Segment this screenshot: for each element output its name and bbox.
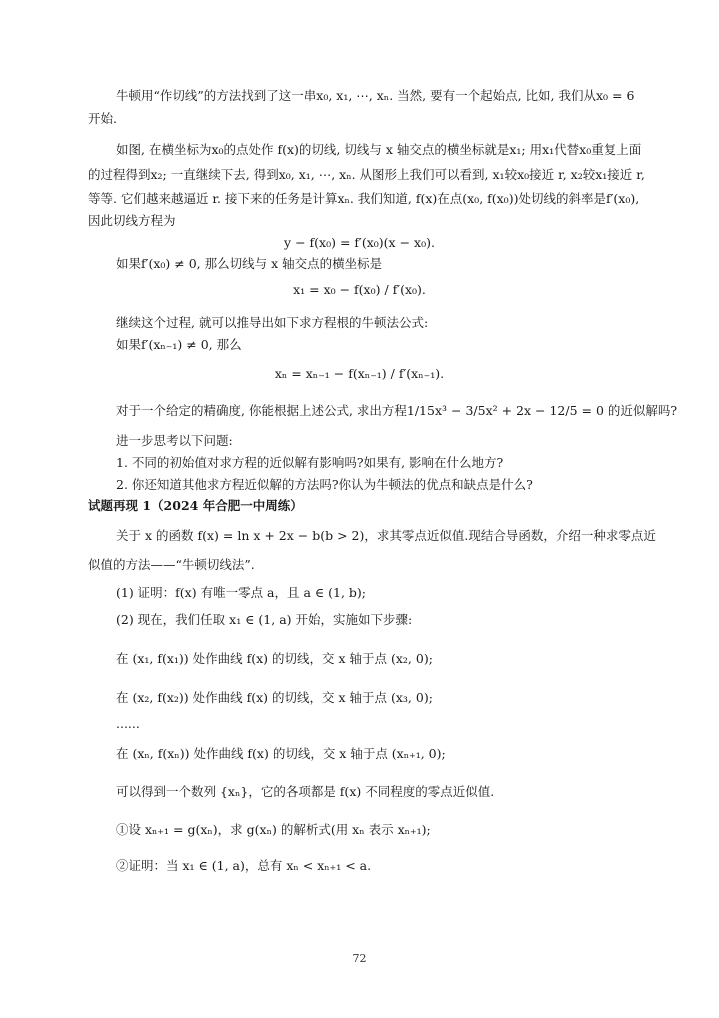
text-line: 进一步思考以下问题: (116, 433, 233, 448)
text-line: 等等. 它们越来越逼近 r. 接下来的任务是计算xₙ. 我们知道, f(x)在点(x₀, f(x₀))处切线的斜率是f′(x₀), (88, 191, 640, 206)
text-line: 在 (xₙ, f(xₙ)) 处作曲线 f(x) 的切线，交 x 轴于点 (xₙ₊₁, 0); (116, 746, 446, 761)
text-line: 如果f′(xₙ₋₁) ≠ 0, 那么 (116, 337, 242, 352)
text-line: (1) 证明：f(x) 有唯一零点 a，且 a ∈ (1, b); (116, 585, 367, 600)
text-line: 因此切线方程为 (88, 213, 176, 228)
text-line: 2. 你还知道其他求方程近似解的方法吗?你认为牛顿法的优点和缺点是什么? (116, 477, 533, 492)
page-number: 72 (352, 952, 367, 965)
text-line: 在 (x₁, f(x₁)) 处作曲线 f(x) 的切线，交 x 轴于点 (x₂, 0); (116, 651, 433, 666)
text-line: (2) 现在，我们任取 x₁ ∈ (1, a) 开始，实施如下步骤: (116, 612, 413, 627)
text-line: 如图, 在横坐标为x₀的点处作 f(x)的切线, 切线与 x 轴交点的横坐标就是x₁; 用x₁代替x₀重复上面 (116, 142, 642, 157)
text-line: ②证明：当 x₁ ∈ (1, a)，总有 xₙ < xₙ₊₁ < a. (116, 858, 372, 873)
text-line: 牛顿用“作切线”的方法找到了这一串x₀, x₁, ⋯, xₙ. 当然, 要有一个起始点, 比如, 我们从x₀ = 6 (116, 88, 635, 103)
text-line: 在 (x₂, f(x₂)) 处作曲线 f(x) 的切线，交 x 轴于点 (x₃, 0); (116, 690, 433, 705)
equation: xₙ = xₙ₋₁ − f(xₙ₋₁) / f′(xₙ₋₁). (274, 366, 445, 381)
text-line: 1. 不同的初始值对求方程的近似解有影响吗?如果有, 影响在什么地方? (116, 455, 504, 470)
text-line: 继续这个过程, 就可以推导出如下求方程根的牛顿法公式: (116, 315, 429, 330)
text-line: 可以得到一个数列 {xₙ}，它的各项都是 f(x) 不同程度的零点近似值. (116, 784, 495, 799)
text-line: ①设 xₙ₊₁ = g(xₙ)，求 g(xₙ) 的解析式(用 xₙ 表示 xₙ₊₁); (116, 822, 431, 837)
equation: x₁ = x₀ − f(x₀) / f′(x₀). (293, 282, 426, 297)
text-line: 的过程得到x₂; 一直继续下去, 得到x₀, x₁, ⋯, xₙ. 从图形上我们可以看到, x₁较x₀接近 r, x₂较x₁接近 r, (88, 167, 645, 182)
text-line: 对于一个给定的精确度, 你能根据上述公式, 求出方程1/15x³ − 3/5x² + 2x − 12/5 = 0 的近似解吗? (116, 403, 678, 418)
text-line: 如果f′(x₀) ≠ 0, 那么切线与 x 轴交点的横坐标是 (116, 256, 383, 271)
section-heading: 试题再现 1（2024 年合肥一中周练） (88, 498, 303, 513)
text-line: ...... (116, 716, 140, 731)
text-line: 关于 x 的函数 f(x) = ln x + 2x − b(b > 2)，求其零点近似值.现结合导函数，介绍一种求零点近 (116, 528, 656, 543)
text-line: 似值的方法——“牛顿切线法”. (88, 557, 255, 572)
equation: y − f(x₀) = f′(x₀)(x − x₀). (284, 235, 435, 250)
text-line: 开始. (88, 111, 117, 126)
